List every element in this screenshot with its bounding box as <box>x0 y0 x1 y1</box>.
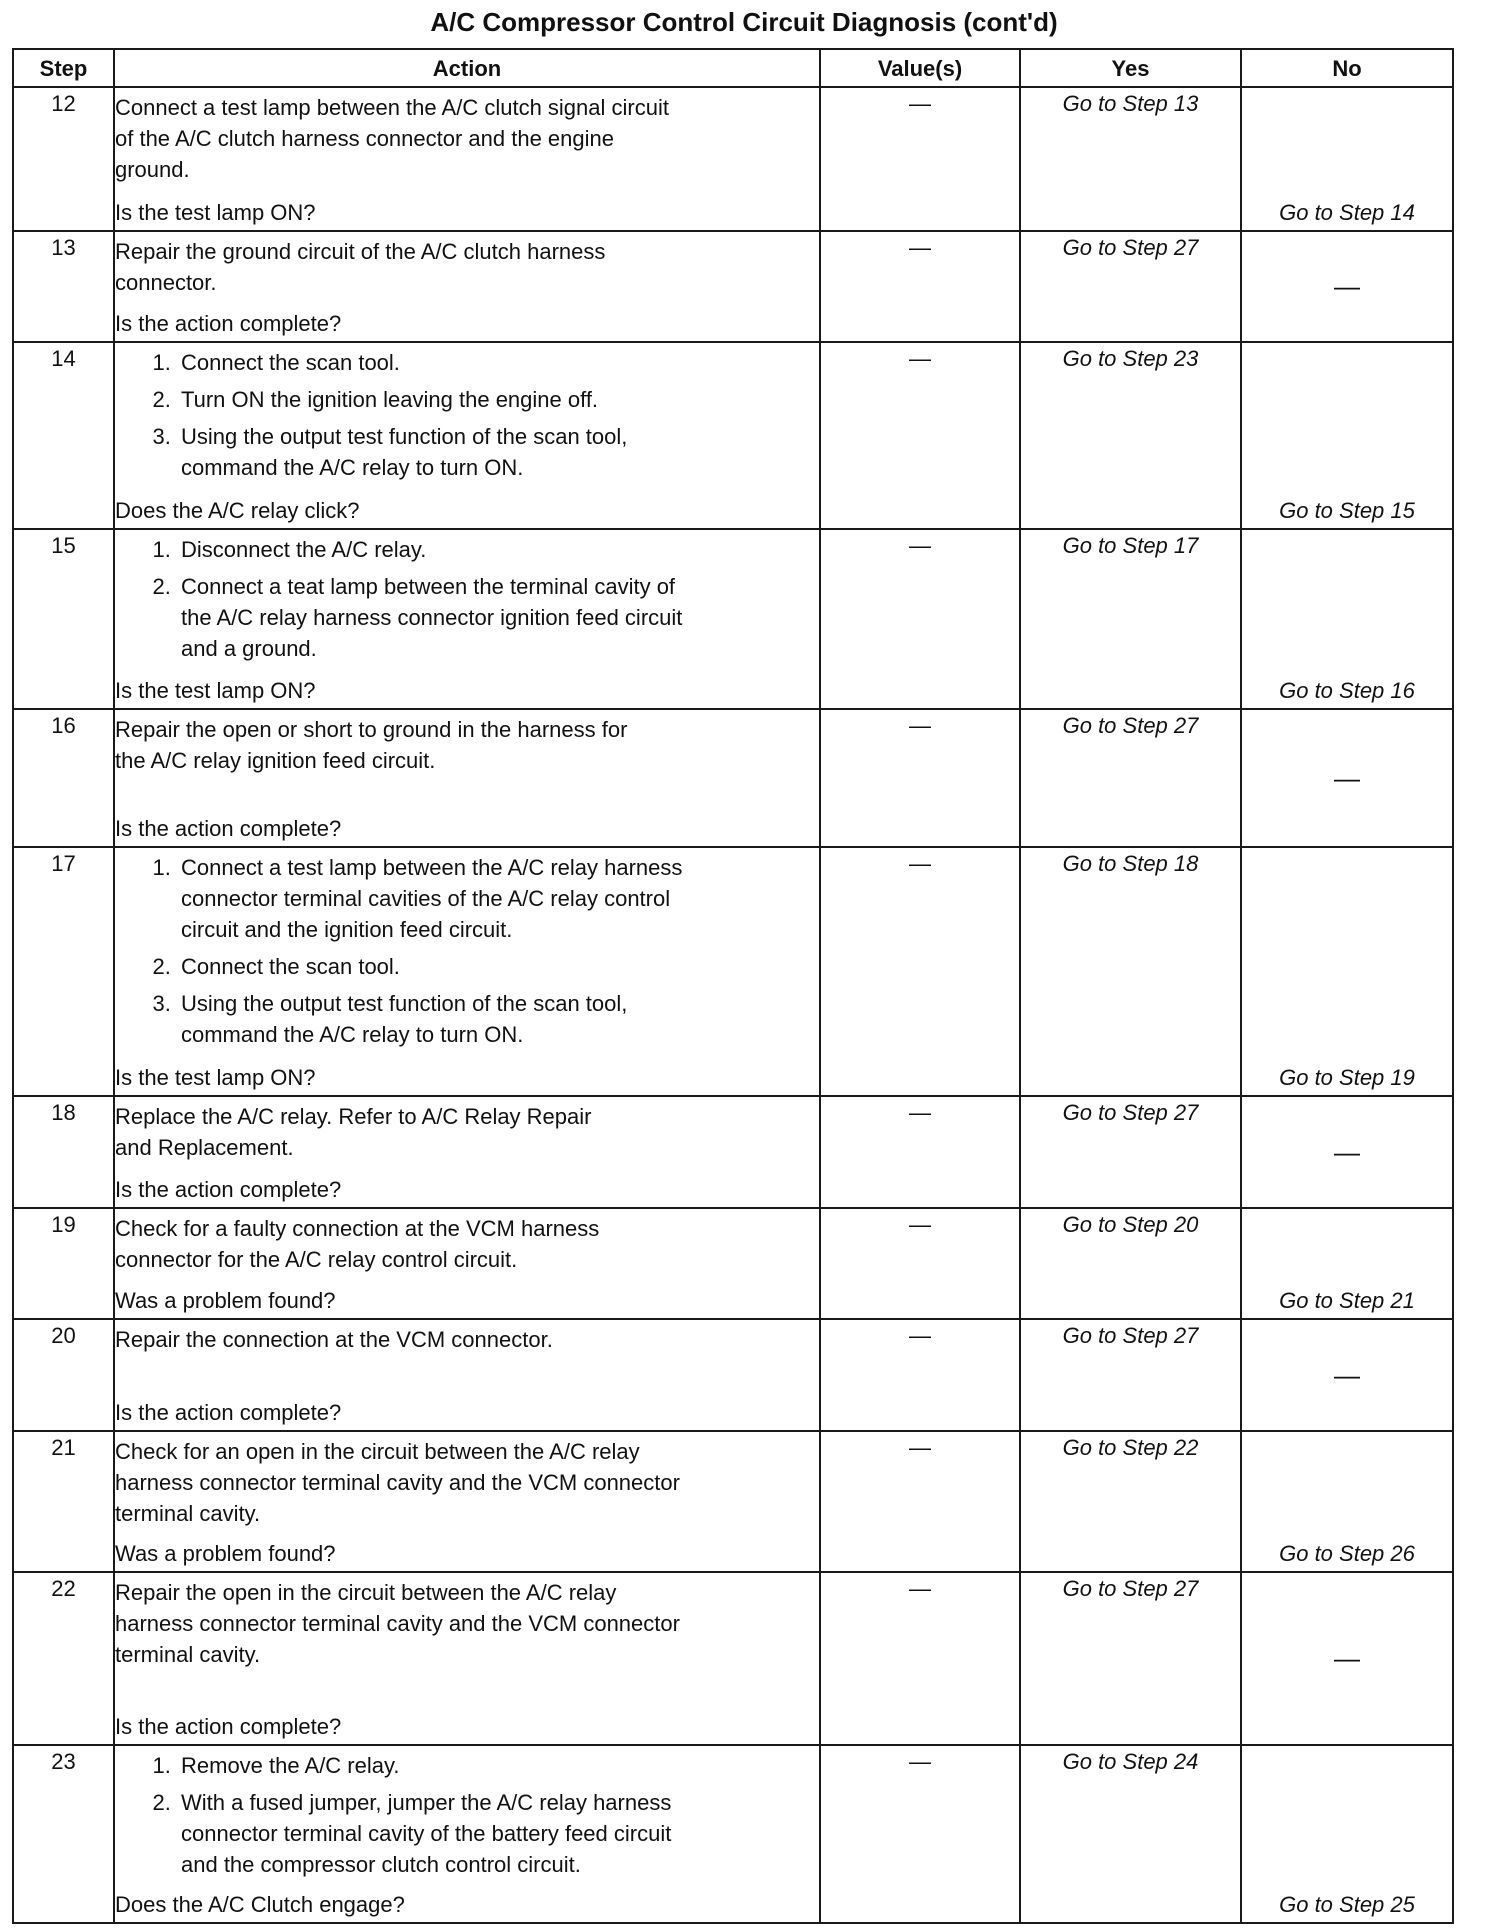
action-question: Is the action complete? <box>115 311 342 336</box>
value-cell: — <box>820 1319 1020 1431</box>
action-content <box>115 343 819 528</box>
action-body <box>115 1324 819 1355</box>
yes-result: Go to Step 27 <box>1020 231 1241 342</box>
action-body <box>115 534 819 670</box>
step-number: 17 <box>13 847 114 1096</box>
yes-result: Go to Step 20 <box>1020 1208 1241 1319</box>
action-cell <box>114 709 820 847</box>
action-question: Does the A/C relay click? <box>115 498 360 523</box>
page-title: A/C Compressor Control Circuit Diagnosis (cont'd) <box>430 7 1058 37</box>
action-content <box>115 232 819 341</box>
action-cell <box>114 1431 820 1572</box>
table-body <box>13 87 1453 1923</box>
no-result: — <box>1241 709 1453 847</box>
yes-result: Go to Step 13 <box>1020 87 1241 231</box>
value-cell: — <box>820 342 1020 529</box>
action-cell <box>114 87 820 231</box>
yes-result: Go to Step 27 <box>1020 709 1241 847</box>
action-text: Check for a faulty connection at the VCM harness connector for the A/C relay control circuit. <box>115 1216 600 1272</box>
value-cell: — <box>820 1208 1020 1319</box>
step-number: 16 <box>13 709 114 847</box>
action-question: Was a problem found? <box>115 1541 336 1566</box>
step-number: 12 <box>13 87 114 231</box>
yes-result: Go to Step 17 <box>1020 529 1241 709</box>
action-steps-list <box>115 852 819 1050</box>
action-content <box>115 1209 819 1318</box>
action-cell <box>114 1572 820 1745</box>
step-number: 20 <box>13 1319 114 1431</box>
action-question: Is the action complete? <box>115 1177 342 1202</box>
diagnosis-table <box>12 48 1454 1924</box>
action-text: Connect a test lamp between the A/C clutch signal circuit of the A/C clutch harness connector and the engine ground. <box>115 95 669 182</box>
yes-result: Go to Step 22 <box>1020 1431 1241 1572</box>
action-cell <box>114 529 820 709</box>
value-cell: — <box>820 1745 1020 1923</box>
action-content <box>115 1097 819 1207</box>
yes-result: Go to Step 27 <box>1020 1572 1241 1745</box>
action-step-item: 3. Using the output test function of the scan tool, command the A/C relay to turn ON. <box>177 988 819 1050</box>
yes-result: Go to Step 18 <box>1020 847 1241 1096</box>
action-cell <box>114 847 820 1096</box>
action-question: Is the test lamp ON? <box>115 200 316 225</box>
action-body <box>115 1436 819 1529</box>
table-row <box>13 709 1453 847</box>
action-content <box>115 1432 819 1571</box>
action-step-item: 1. Connect the scan tool. <box>177 347 819 378</box>
action-content <box>115 1746 819 1922</box>
value-cell: — <box>820 231 1020 342</box>
action-question: Is the test lamp ON? <box>115 1065 316 1090</box>
no-result: — <box>1241 1572 1453 1745</box>
no-result: Go to Step 15 <box>1241 342 1453 529</box>
action-body <box>115 852 819 1056</box>
value-cell: — <box>820 1096 1020 1208</box>
action-steps-list <box>115 534 819 664</box>
action-content <box>115 1573 819 1744</box>
no-result: Go to Step 19 <box>1241 847 1453 1096</box>
table-row <box>13 1431 1453 1572</box>
action-question: Is the action complete? <box>115 1400 342 1425</box>
table-row <box>13 87 1453 231</box>
action-content <box>115 88 819 230</box>
action-body <box>115 347 819 489</box>
header-action: Action <box>114 49 820 87</box>
step-number: 21 <box>13 1431 114 1572</box>
table-row <box>13 231 1453 342</box>
value-cell: — <box>820 1431 1020 1572</box>
action-content <box>115 848 819 1095</box>
header-no: No <box>1241 49 1453 87</box>
action-step-item: 1. Disconnect the A/C relay. <box>177 534 819 565</box>
action-question: Is the action complete? <box>115 816 342 841</box>
action-question: Does the A/C Clutch engage? <box>115 1892 405 1917</box>
action-step-item: 1. Connect a test lamp between the A/C relay harness connector terminal cavities of the A/C relay control circuit and the ignition feed circuit. <box>177 852 819 945</box>
yes-result: Go to Step 24 <box>1020 1745 1241 1923</box>
step-number: 23 <box>13 1745 114 1923</box>
action-question: Is the test lamp ON? <box>115 678 316 703</box>
action-body <box>115 92 819 185</box>
action-step-item: 2. With a fused jumper, jumper the A/C relay harness connector terminal cavity of the battery feed circuit and the compressor clutch control circuit. <box>177 1787 819 1880</box>
yes-result: Go to Step 23 <box>1020 342 1241 529</box>
yes-result: Go to Step 27 <box>1020 1096 1241 1208</box>
action-text: Repair the open or short to ground in the harness for the A/C relay ignition feed circuit. <box>115 717 628 773</box>
action-cell <box>114 1745 820 1923</box>
action-question: Is the action complete? <box>115 1714 342 1739</box>
no-result: Go to Step 21 <box>1241 1208 1453 1319</box>
value-cell: — <box>820 87 1020 231</box>
table-row <box>13 342 1453 529</box>
header-row <box>13 49 1453 87</box>
no-result: Go to Step 14 <box>1241 87 1453 231</box>
action-steps-list <box>115 1750 819 1880</box>
action-cell <box>114 1096 820 1208</box>
step-number: 19 <box>13 1208 114 1319</box>
action-body <box>115 1750 819 1886</box>
no-result: — <box>1241 1096 1453 1208</box>
action-cell <box>114 1208 820 1319</box>
table-row <box>13 1096 1453 1208</box>
action-body <box>115 1101 819 1163</box>
action-step-item: 2. Connect a teat lamp between the terminal cavity of the A/C relay harness connector ignition feed circuit and a ground. <box>177 571 819 664</box>
action-steps-list <box>115 347 819 483</box>
action-body <box>115 1577 819 1670</box>
step-number: 14 <box>13 342 114 529</box>
no-result: Go to Step 26 <box>1241 1431 1453 1572</box>
action-step-item: 1. Remove the A/C relay. <box>177 1750 819 1781</box>
no-result: Go to Step 16 <box>1241 529 1453 709</box>
action-cell <box>114 342 820 529</box>
action-text: Repair the ground circuit of the A/C clutch harness connector. <box>115 239 606 295</box>
action-step-item: 2. Connect the scan tool. <box>177 951 819 982</box>
action-text: Check for an open in the circuit between the A/C relay harness connector terminal cavity and the VCM connector terminal cavity. <box>115 1439 680 1526</box>
step-number: 13 <box>13 231 114 342</box>
value-cell: — <box>820 709 1020 847</box>
table-row <box>13 1572 1453 1745</box>
action-content <box>115 1320 819 1430</box>
value-cell: — <box>820 847 1020 1096</box>
action-body <box>115 714 819 776</box>
action-content <box>115 710 819 846</box>
action-text: Repair the connection at the VCM connector. <box>115 1327 553 1352</box>
action-cell <box>114 1319 820 1431</box>
action-step-item: 2. Turn ON the ignition leaving the engine off. <box>177 384 819 415</box>
no-result: — <box>1241 231 1453 342</box>
value-cell: — <box>820 529 1020 709</box>
table-row <box>13 1319 1453 1431</box>
yes-result: Go to Step 27 <box>1020 1319 1241 1431</box>
action-body <box>115 1213 819 1275</box>
action-cell <box>114 231 820 342</box>
action-text: Replace the A/C relay. Refer to A/C Relay Repair and Replacement. <box>115 1104 592 1160</box>
no-result: Go to Step 25 <box>1241 1745 1453 1923</box>
header-values: Value(s) <box>820 49 1020 87</box>
table-row <box>13 1745 1453 1923</box>
header-yes: Yes <box>1020 49 1241 87</box>
action-question: Was a problem found? <box>115 1288 336 1313</box>
action-step-item: 3. Using the output test function of the scan tool, command the A/C relay to turn ON. <box>177 421 819 483</box>
action-content <box>115 530 819 708</box>
table-row <box>13 847 1453 1096</box>
step-number: 15 <box>13 529 114 709</box>
value-cell: — <box>820 1572 1020 1745</box>
table-row <box>13 1208 1453 1319</box>
table-row <box>13 529 1453 709</box>
header-step: Step <box>13 49 114 87</box>
action-body <box>115 236 819 298</box>
action-text: Repair the open in the circuit between the A/C relay harness connector terminal cavity and the VCM connector terminal cavity. <box>115 1580 680 1667</box>
step-number: 18 <box>13 1096 114 1208</box>
no-result: — <box>1241 1319 1453 1431</box>
step-number: 22 <box>13 1572 114 1745</box>
